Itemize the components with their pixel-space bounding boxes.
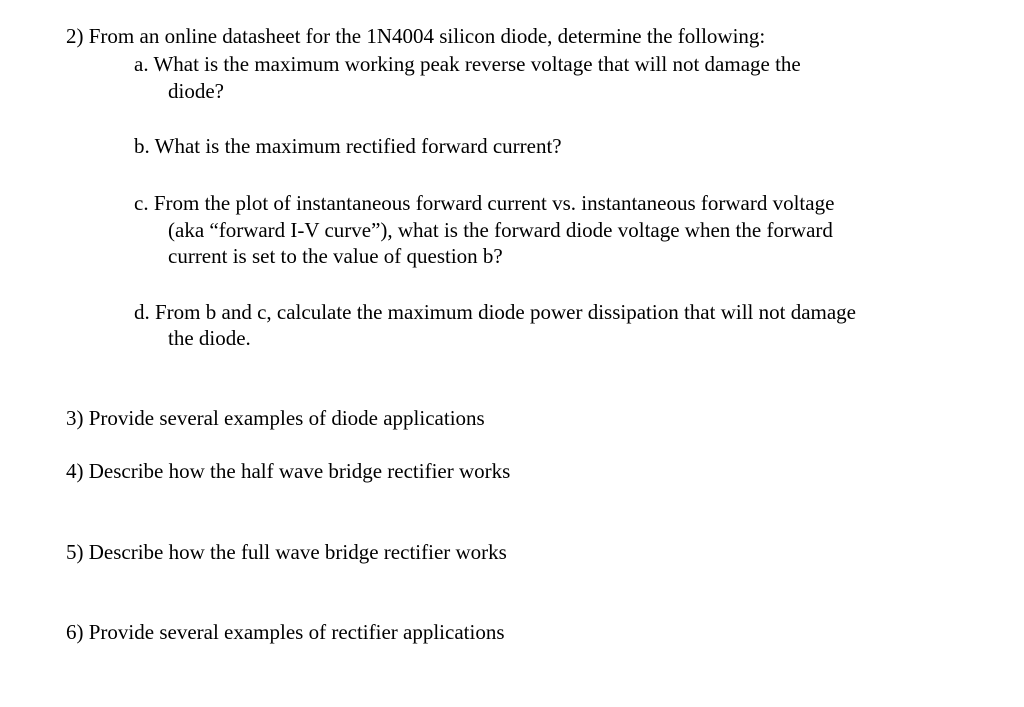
question-2d-line-2: the diode. (168, 326, 251, 350)
question-3: 3) Provide several examples of diode applications (66, 406, 485, 430)
question-2c-line-1: c. From the plot of instantaneous forward current vs. instantaneous forward voltage (134, 191, 835, 215)
question-6: 6) Provide several examples of rectifier applications (66, 620, 505, 644)
question-2b-line-1: b. What is the maximum rectified forward current? (134, 134, 562, 158)
question-2c-line-3: current is set to the value of question b? (168, 244, 503, 268)
question-5: 5) Describe how the full wave bridge rectifier works (66, 540, 507, 564)
question-4: 4) Describe how the half wave bridge rectifier works (66, 459, 511, 483)
question-2a-line-2: diode? (168, 79, 224, 103)
question-2c-line-2: (aka “forward I-V curve”), what is the forward diode voltage when the forward (168, 218, 833, 242)
question-2a-line-1: a. What is the maximum working peak reverse voltage that will not damage the (134, 52, 801, 76)
question-2-heading: 2) From an online datasheet for the 1N4004 silicon diode, determine the following: (66, 24, 766, 48)
question-2d-line-1: d. From b and c, calculate the maximum diode power dissipation that will not damage (134, 300, 856, 324)
